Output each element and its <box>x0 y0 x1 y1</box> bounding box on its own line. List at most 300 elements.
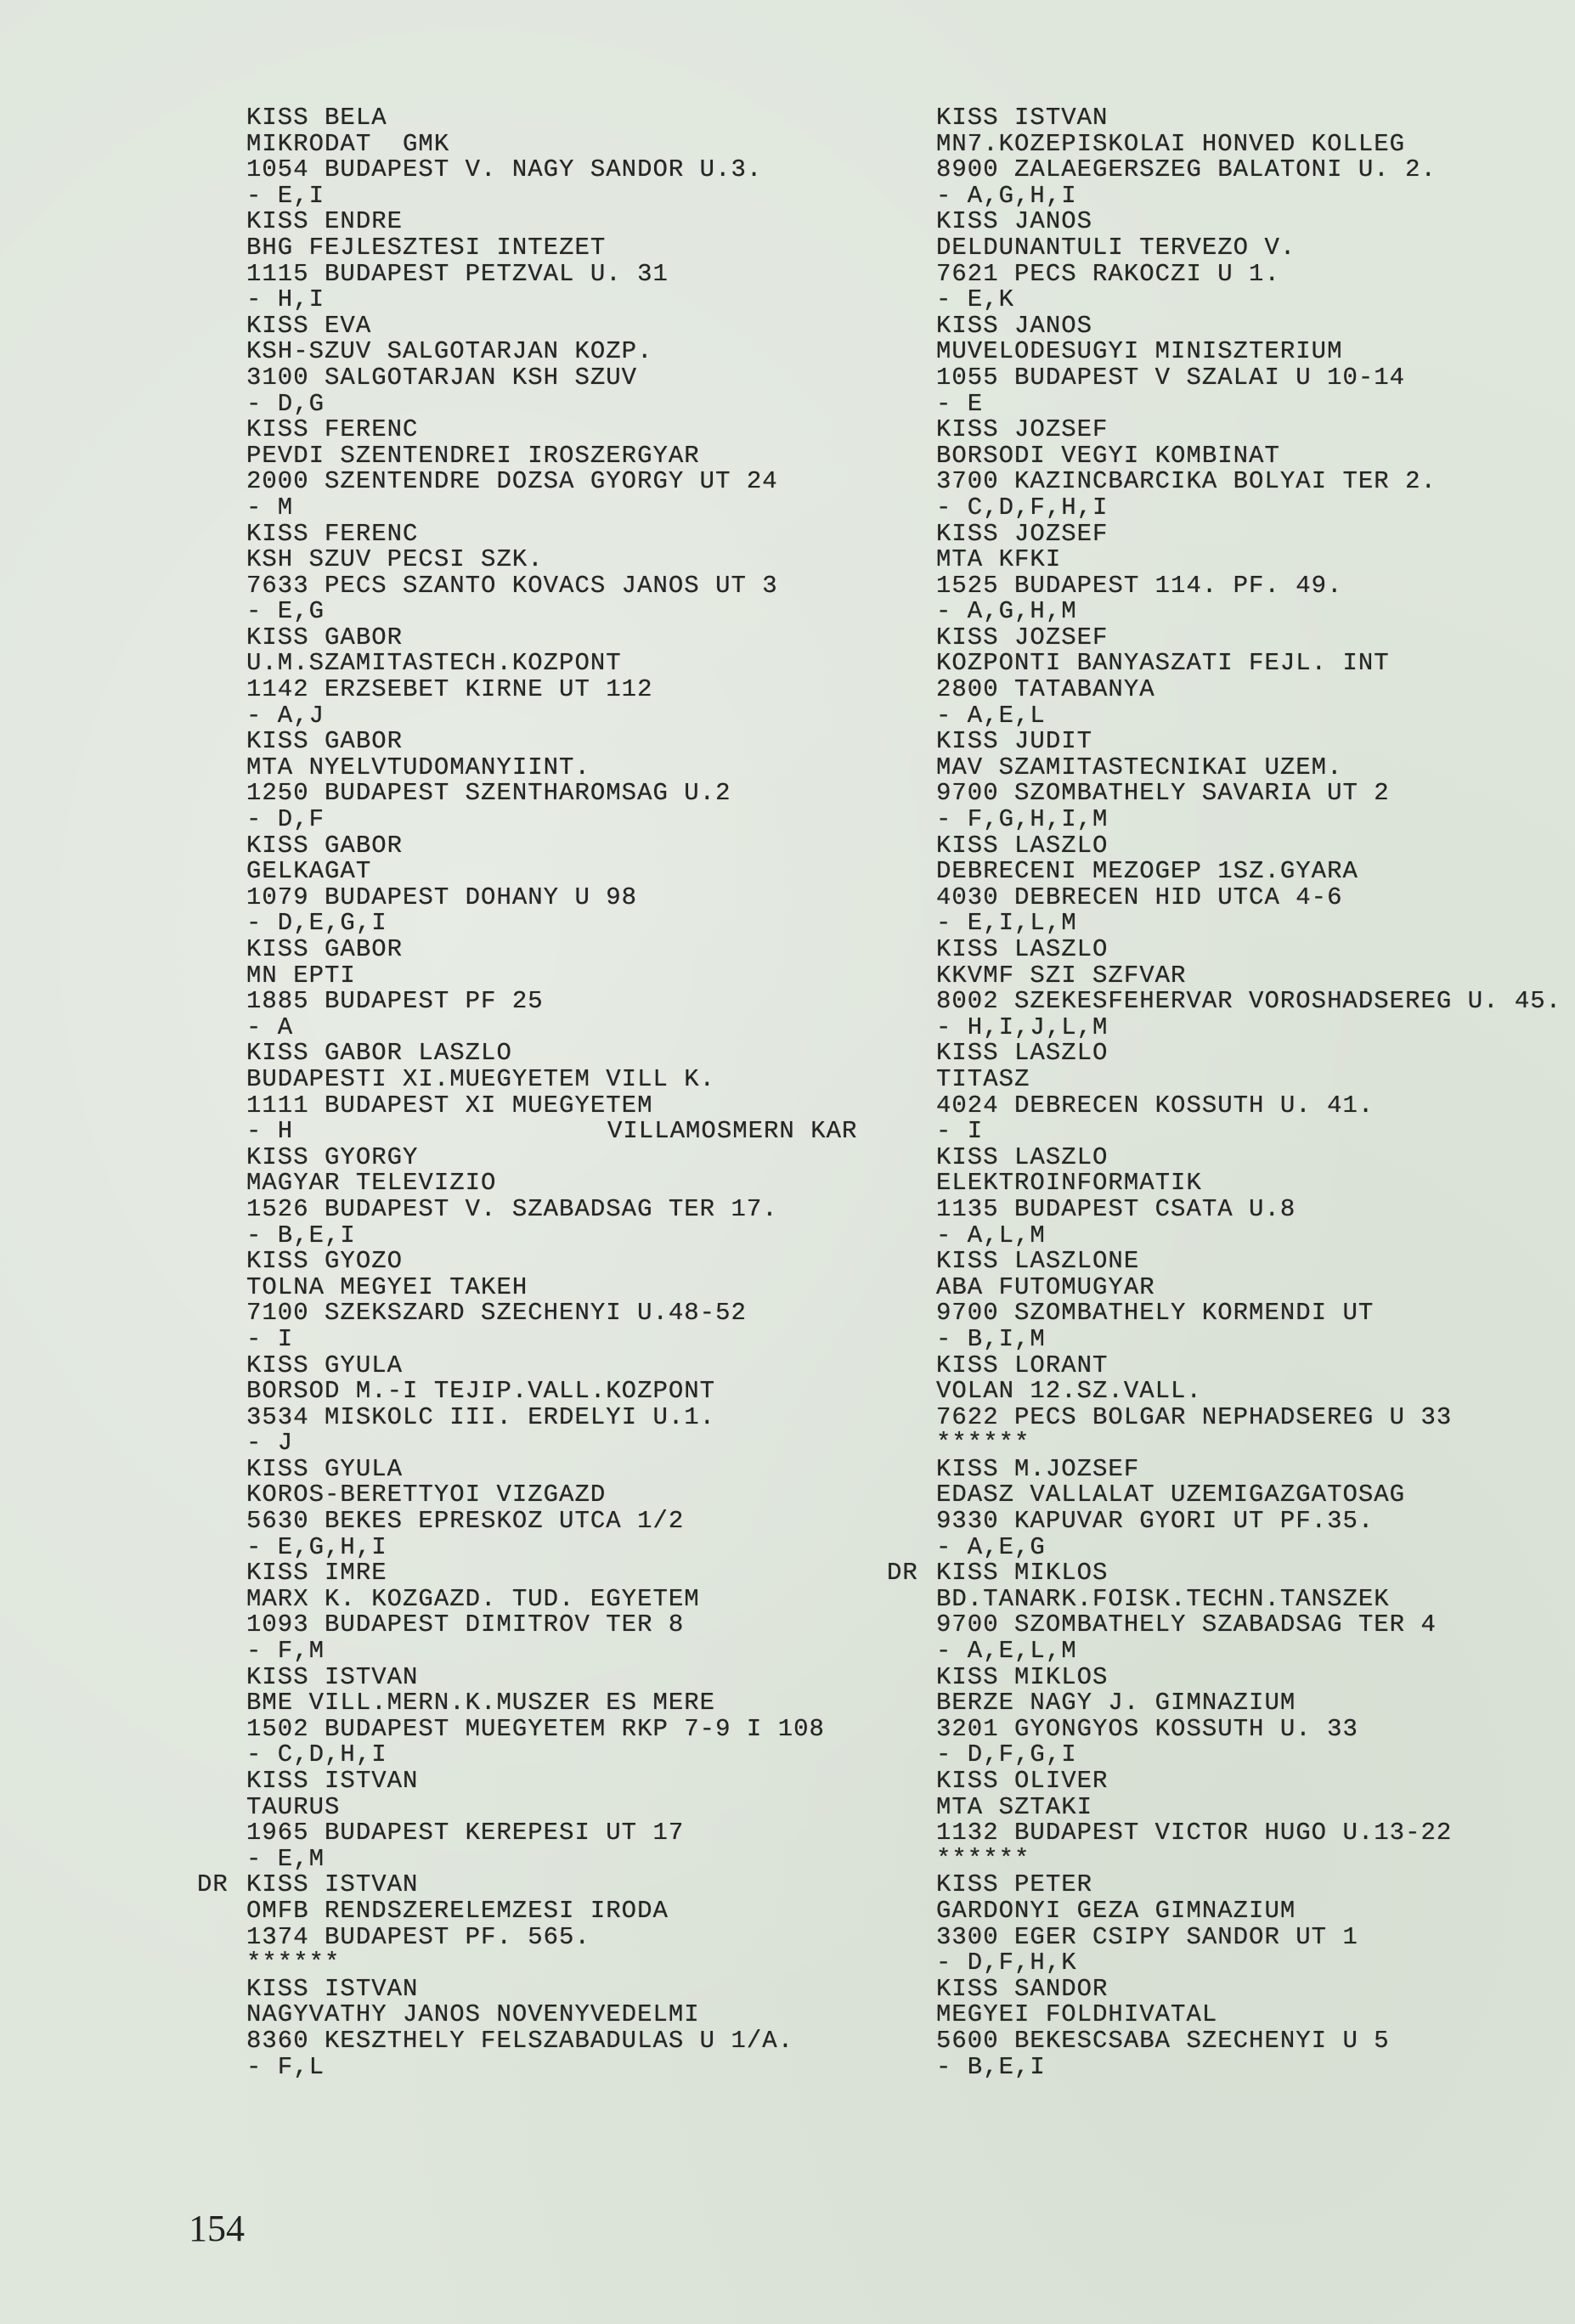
entry-organization-line <box>246 1064 825 1093</box>
entry-name-line <box>936 209 1561 235</box>
entry-tags: - D,F <box>246 805 325 834</box>
entry-tags-line <box>936 599 1561 625</box>
directory-entry <box>246 1454 825 1561</box>
entry-address-line <box>246 1714 825 1743</box>
entry-organization-line <box>246 1584 825 1613</box>
entry-address: 1115 BUDAPEST PETZVAL U. 31 <box>246 259 669 288</box>
entry-tags: - C,D,H,I <box>246 1740 387 1769</box>
entry-address-line <box>936 677 1561 703</box>
entry-name-line <box>887 1559 1561 1588</box>
entry-tags-line <box>246 1639 825 1665</box>
entry-name: KISS ISTVAN <box>246 1974 419 2003</box>
entry-name-line <box>246 1353 825 1379</box>
entry-organization: ABA FUTOMUGYAR <box>936 1272 1155 1301</box>
directory-entry <box>936 1768 1561 1872</box>
entry-address: 1965 BUDAPEST KEREPESI UT 17 <box>246 1819 685 1847</box>
entry-tags-line <box>246 911 825 937</box>
entry-organization: BME VILL.MERN.K.MUSZER ES MERE <box>246 1689 716 1718</box>
entry-name-line <box>246 833 825 860</box>
entry-organization-line <box>246 963 825 990</box>
directory-entry <box>246 1768 825 1872</box>
directory-entry <box>936 1041 1561 1144</box>
directory-entry <box>246 209 825 313</box>
directory-entry <box>887 1559 1561 1666</box>
entry-tags: - A,G,H,I <box>936 181 1077 210</box>
entry-name: KISS LORANT <box>936 1351 1109 1379</box>
entry-name-line <box>936 1974 1561 2003</box>
entry-organization: MTA SZTAKI <box>936 1792 1093 1821</box>
entry-tags: - A,E,L <box>936 701 1046 730</box>
entry-tags-line <box>936 183 1561 210</box>
entry-tags: - B,E,I <box>246 1221 356 1249</box>
entry-name: KISS PETER <box>936 1870 1093 1899</box>
entry-address: 1250 BUDAPEST SZENTHAROMSAG U.2 <box>246 779 731 808</box>
entry-address: 7633 PECS SZANTO KOVACS JANOS UT 3 <box>246 571 778 600</box>
entry-name: KISS ISTVAN <box>246 1662 419 1691</box>
directory-entry <box>246 1142 825 1249</box>
entry-address-line <box>246 1509 825 1535</box>
entry-address-line <box>246 1612 825 1639</box>
entry-name: KISS JOZSEF <box>936 623 1109 652</box>
directory-entry <box>246 1974 825 2081</box>
entry-address: 9700 SZOMBATHELY SAVARIA UT 2 <box>936 779 1390 808</box>
entry-organization: MAV SZAMITASTECNIKAI UZEM. <box>936 753 1343 781</box>
entry-address-line <box>936 1194 1561 1223</box>
entry-name: KISS JUDIT <box>936 727 1093 756</box>
entry-organization: MN EPTI <box>246 961 356 990</box>
entry-organization-line <box>246 2002 825 2028</box>
entry-name: KISS FERENC <box>246 415 419 444</box>
entry-name-line <box>936 1454 1561 1483</box>
entry-organization-line <box>936 235 1561 262</box>
entry-address-line <box>246 781 825 807</box>
entry-address-line <box>246 1922 825 1951</box>
entry-address-line <box>936 1300 1561 1327</box>
entry-address: 5600 BEKESCSABA SZECHENYI U 5 <box>936 2026 1390 2055</box>
entry-name: KISS JOZSEF <box>936 415 1109 444</box>
entry-name: KISS OLIVER <box>936 1767 1109 1795</box>
entry-name-line <box>936 519 1561 548</box>
entry-name-line <box>936 417 1561 443</box>
entry-tags-line <box>246 1742 825 1768</box>
entry-address-line <box>246 469 825 495</box>
entry-address: 1111 BUDAPEST XI MUEGYETEM <box>246 1091 653 1120</box>
entry-tags-line <box>936 1639 1561 1665</box>
entry-organization: TAURUS <box>246 1792 341 1821</box>
entry-organization-line <box>246 339 825 365</box>
page-number: 154 <box>189 2208 245 2249</box>
entry-name: KISS LASZLONE <box>936 1247 1140 1276</box>
entry-name: KISS JANOS <box>936 207 1093 236</box>
entry-organization: KSH SZUV PECSI SZK. <box>246 545 544 574</box>
entry-organization-line <box>936 1690 1561 1717</box>
directory-entry <box>936 1249 1561 1352</box>
entry-tags-line <box>246 1950 825 1977</box>
entry-tags-line <box>246 807 825 833</box>
entry-name-line <box>246 1974 825 2003</box>
entry-name-line <box>936 313 1561 340</box>
entry-address-line <box>246 259 825 288</box>
entry-organization-line <box>246 1379 825 1405</box>
entry-address: 7100 SZEKSZARD SZECHENYI U.48-52 <box>246 1299 747 1328</box>
entry-address-line <box>246 885 825 911</box>
entry-address: 8900 ZALAEGERSZEG BALATONI U. 2. <box>936 155 1437 184</box>
entry-tags: - D,G <box>246 389 325 418</box>
entry-tags: - E,G <box>246 597 325 626</box>
entry-name: KISS IMRE <box>246 1559 387 1588</box>
entry-name: KISS GABOR LASZLO <box>246 1039 512 1068</box>
entry-organization-line <box>936 1792 1561 1821</box>
entry-name: KISS SANDOR <box>936 1974 1109 2003</box>
entry-organization-line <box>936 1584 1561 1613</box>
entry-name: KISS LASZLO <box>936 935 1109 963</box>
entry-address: 9700 SZOMBATHELY KORMENDI UT <box>936 1299 1375 1328</box>
directory-entry <box>246 1249 825 1352</box>
entry-organization-line <box>936 1064 1561 1093</box>
entry-organization: OMFB RENDSZERELEMZESI IRODA <box>246 1896 669 1925</box>
entry-organization-line <box>936 963 1561 990</box>
entry-address: 3700 KAZINCBARCIKA BOLYAI TER 2. <box>936 467 1437 496</box>
entry-name: KISS GYULA <box>246 1351 404 1379</box>
entry-address: 1093 BUDAPEST DIMITROV TER 8 <box>246 1610 685 1639</box>
entry-address-line <box>246 677 825 703</box>
entry-tags: - H <box>246 1117 294 1146</box>
entry-name: KISS FERENC <box>246 519 419 548</box>
entry-name-line <box>936 937 1561 963</box>
entry-address-line <box>936 1714 1561 1743</box>
entry-address-line <box>246 157 825 183</box>
entry-address: 7622 PECS BOLGAR NEPHADSEREG U 33 <box>936 1402 1453 1431</box>
entry-organization: NAGYVATHY JANOS NOVENYVEDELMI <box>246 2000 700 2029</box>
entry-organization: MAGYAR TELEVIZIO <box>246 1169 497 1198</box>
entry-tags-line <box>936 1223 1561 1249</box>
entry-tags-line <box>936 1015 1561 1041</box>
entry-name: KISS LASZLO <box>936 831 1109 860</box>
entry-address-line <box>246 1093 825 1120</box>
entry-address: 3534 MISKOLC III. ERDELYI U.1. <box>246 1402 716 1431</box>
entry-tags-line <box>246 389 825 418</box>
entry-tags: ****** <box>936 1844 1030 1873</box>
entry-organization: MARX K. KOZGAZD. TUD. EGYETEM <box>246 1584 700 1613</box>
entry-name: KISS ENDRE <box>246 207 404 236</box>
entry-address-line <box>936 1612 1561 1639</box>
directory-entry <box>246 625 825 729</box>
entry-name-line <box>246 729 825 755</box>
entry-name-line <box>246 1454 825 1483</box>
entry-tags-line <box>246 1223 825 1249</box>
entry-tags-line <box>936 2052 1561 2081</box>
entry-name-line <box>246 1662 825 1691</box>
entry-address-line <box>246 1300 825 1327</box>
entry-tags: - C,D,F,H,I <box>936 493 1109 522</box>
directory-entry <box>936 417 1561 521</box>
entry-name: KISS JANOS <box>936 311 1093 340</box>
directory-entry <box>936 313 1561 417</box>
entry-organization: VOLAN 12.SZ.VALL. <box>936 1377 1202 1406</box>
entry-organization-line <box>936 1898 1561 1925</box>
entry-tags-line <box>246 1015 825 1041</box>
entry-name-line <box>936 1872 1561 1898</box>
entry-tags-line <box>246 1844 825 1873</box>
entry-tags-line <box>936 1119 1561 1145</box>
directory-entry <box>936 1662 1561 1769</box>
directory-entry <box>246 937 825 1041</box>
entry-organization: BORSOD M.-I TEJIP.VALL.KOZPONT <box>246 1377 716 1406</box>
entry-organization: KSH-SZUV SALGOTARJAN KOZP. <box>246 337 653 366</box>
entry-address-line <box>936 1509 1561 1535</box>
entry-address-line <box>936 1820 1561 1847</box>
entry-title-prefix: DR <box>887 1559 918 1588</box>
entry-address-line <box>936 365 1561 392</box>
entry-tags: - E,I,L,M <box>936 909 1077 938</box>
entry-tags-line <box>936 495 1561 522</box>
entry-name: KISS GABOR <box>246 831 404 860</box>
entry-organization-line <box>246 1482 825 1509</box>
entry-organization-line <box>246 129 825 158</box>
entry-tags-line <box>936 911 1561 937</box>
directory-entry <box>246 729 825 832</box>
entry-organization: KKVMF SZI SZFVAR <box>936 961 1187 990</box>
entry-name: KISS GABOR <box>246 623 404 652</box>
entry-tags-line <box>246 495 825 522</box>
entry-address: 7621 PECS RAKOCZI U 1. <box>936 259 1280 288</box>
directory-entry <box>936 625 1561 729</box>
entry-organization-line <box>936 547 1561 573</box>
entry-name-line <box>246 1768 825 1795</box>
entry-tags: - I <box>936 1117 984 1146</box>
entry-address: 5630 BEKES EPRESKOZ UTCA 1/2 <box>246 1507 685 1536</box>
entry-name-line <box>936 833 1561 860</box>
entry-address: 8002 SZEKESFEHERVAR VOROSHADSEREG U. 45. <box>936 987 1562 1016</box>
directory-entry <box>246 519 825 626</box>
entry-address-line <box>246 2028 825 2055</box>
directory-entry <box>936 1142 1561 1249</box>
entry-address: 1132 BUDAPEST VICTOR HUGO U.13-22 <box>936 1819 1453 1847</box>
entry-address-line <box>936 2028 1561 2055</box>
directory-entry <box>936 833 1561 937</box>
entry-tags: - D,F,H,K <box>936 1949 1077 1977</box>
directory-entry <box>197 1870 825 1977</box>
entry-organization: GELKAGAT <box>246 857 372 886</box>
entry-name-line <box>936 1353 1561 1379</box>
directory-entry <box>936 1454 1561 1561</box>
entry-address: 1502 BUDAPEST MUEGYETEM RKP 7-9 I 108 <box>246 1714 825 1743</box>
entry-tags-line <box>936 389 1561 418</box>
entry-organization: KOZPONTI BANYASZATI FEJL. INT <box>936 649 1390 678</box>
entry-tags: - A,J <box>246 701 325 730</box>
entry-name: KISS MIKLOS <box>936 1559 1109 1588</box>
entry-organization-line <box>246 443 825 470</box>
entry-address-line <box>936 1922 1561 1951</box>
entry-organization-line <box>936 1379 1561 1405</box>
entry-name-line <box>197 1870 825 1899</box>
entry-tags: - A,E,G <box>936 1532 1046 1561</box>
entry-tags-line <box>936 1430 1561 1457</box>
entry-name-line <box>936 625 1561 652</box>
entry-name-line <box>246 519 825 548</box>
entry-tags: - E <box>936 389 984 418</box>
entry-address-line <box>936 781 1561 807</box>
entry-organization-line <box>246 1272 825 1301</box>
entry-organization: MTA KFKI <box>936 545 1062 574</box>
entry-address: 1885 BUDAPEST PF 25 <box>246 987 544 1016</box>
directory-entry <box>936 519 1561 626</box>
entry-address-line <box>936 469 1561 495</box>
entry-organization-line <box>936 1170 1561 1197</box>
entry-organization: PEVDI SZENTENDREI IROSZERGYAR <box>246 441 700 470</box>
entry-organization-line <box>246 1690 825 1717</box>
entry-address-line <box>246 573 825 600</box>
entry-tags: - H,I,J,L,M <box>936 1013 1109 1041</box>
entry-organization-line <box>936 1482 1561 1509</box>
entry-organization-line <box>246 1792 825 1821</box>
entry-name-line <box>246 1142 825 1171</box>
entry-organization: GARDONYI GEZA GIMNAZIUM <box>936 1896 1296 1925</box>
entry-name: KISS GABOR <box>246 727 404 756</box>
entry-address: 1525 BUDAPEST 114. PF. 49. <box>936 571 1343 600</box>
entry-organization: KOROS-BERETTYOI VIZGAZD <box>246 1481 607 1509</box>
entry-address-line <box>936 1093 1561 1120</box>
entry-address-line <box>246 989 825 1015</box>
entry-tags-line <box>936 1532 1561 1561</box>
entry-name-line <box>246 937 825 963</box>
entry-address: 1054 BUDAPEST V. NAGY SANDOR U.3. <box>246 155 763 184</box>
entry-address: 1135 BUDAPEST CSATA U.8 <box>936 1194 1296 1223</box>
entry-name: KISS ISTVAN <box>246 1870 419 1899</box>
entry-organization: BORSODI VEGYI KOMBINAT <box>936 441 1280 470</box>
entry-tags: ****** <box>246 1949 341 1977</box>
entry-tags: - I <box>246 1324 294 1353</box>
entry-tags: - E,K <box>936 285 1015 314</box>
directory-entry <box>246 1353 825 1457</box>
entry-address-line <box>246 1402 825 1431</box>
directory-entry <box>246 833 825 937</box>
entry-organization: MIKRODAT GMK <box>246 129 450 158</box>
entry-address: 3100 SALGOTARJAN KSH SZUV <box>246 363 638 392</box>
entry-name: KISS GYOZO <box>246 1247 404 1276</box>
entry-tags-line <box>936 1742 1561 1768</box>
entry-address: 1142 ERZSEBET KIRNE UT 112 <box>246 675 653 704</box>
entry-name: KISS ISTVAN <box>936 104 1109 132</box>
entry-address-line <box>246 365 825 392</box>
entry-tags-line <box>246 287 825 313</box>
entry-address-line <box>936 989 1561 1015</box>
entry-name: KISS GYULA <box>246 1454 404 1483</box>
entry-tags: - B,I,M <box>936 1324 1046 1353</box>
entry-tags: - D,E,G,I <box>246 909 387 938</box>
entry-name: KISS LASZLO <box>936 1142 1109 1171</box>
entry-organization-line <box>936 443 1561 470</box>
entry-address: 4030 DEBRECEN HID UTCA 4-6 <box>936 883 1343 911</box>
entry-organization-line <box>246 1898 825 1925</box>
entry-tags-line <box>246 2052 825 2081</box>
entry-tags-line <box>246 1117 858 1146</box>
entry-tags-line <box>246 183 825 210</box>
entry-organization-line <box>936 1272 1561 1301</box>
entry-tags-line <box>246 1324 825 1353</box>
entry-organization-line <box>246 1170 825 1197</box>
entry-organization-line <box>936 755 1561 781</box>
entry-organization-line <box>246 547 825 573</box>
entry-organization: DELDUNANTULI TERVEZO V. <box>936 233 1296 262</box>
directory-entry <box>246 417 825 521</box>
entry-name-line <box>246 1041 825 1067</box>
entry-name-line <box>246 105 825 132</box>
entry-name: KISS EVA <box>246 311 372 340</box>
entry-address: 8360 KESZTHELY FELSZABADULAS U 1/A. <box>246 2026 794 2055</box>
entry-name-line <box>246 313 825 340</box>
entry-name-line <box>936 1041 1561 1067</box>
entry-organization: ELEKTROINFORMATIK <box>936 1169 1202 1198</box>
entry-tags: - F,G,H,I,M <box>936 805 1109 834</box>
entry-organization: EDASZ VALLALAT UZEMIGAZGATOSAG <box>936 1481 1406 1509</box>
entry-tags: - J <box>246 1429 294 1458</box>
entry-organization: BERZE NAGY J. GIMNAZIUM <box>936 1689 1296 1718</box>
entry-address: 3201 GYONGYOS KOSSUTH U. 33 <box>936 1714 1358 1743</box>
entry-address-line <box>936 1402 1561 1431</box>
entry-address: 1374 BUDAPEST PF. 565. <box>246 1922 590 1951</box>
entry-organization: MUVELODESUGYI MINISZTERIUM <box>936 337 1343 366</box>
entry-name: KISS MIKLOS <box>936 1662 1109 1691</box>
entry-name-line <box>246 417 825 443</box>
directory-entry <box>246 105 825 209</box>
entry-tags: - A,E,L,M <box>936 1637 1077 1666</box>
entry-tags-line <box>936 807 1561 833</box>
entry-address-line <box>936 259 1561 288</box>
entry-tags-line <box>246 599 825 625</box>
entry-address-line <box>936 573 1561 600</box>
directory-entry <box>246 1560 825 1664</box>
entry-name: KISS ISTVAN <box>246 1767 419 1795</box>
directory-column-left <box>197 104 858 2081</box>
directory-entry <box>936 1872 1561 1976</box>
entry-name: KISS GYORGY <box>246 1142 419 1171</box>
directory-entry <box>936 209 1561 313</box>
entry-tags-line <box>936 1324 1561 1353</box>
entry-tags: - B,E,I <box>936 2052 1046 2081</box>
entry-address: 9330 KAPUVAR GYORI UT PF.35. <box>936 1507 1375 1536</box>
entry-tags-line <box>936 1844 1561 1873</box>
entry-tags: - H,I <box>246 285 325 314</box>
entry-organization: TOLNA MEGYEI TAKEH <box>246 1272 528 1301</box>
directory-entry <box>936 937 1561 1041</box>
entry-address: 2800 TATABANYA <box>936 675 1155 704</box>
entry-address: 1526 BUDAPEST V. SZABADSAG TER 17. <box>246 1194 778 1223</box>
entry-name-line <box>246 209 825 235</box>
entry-organization-line <box>246 859 825 885</box>
entry-tags-line <box>936 1950 1561 1977</box>
directory-entry <box>936 729 1561 832</box>
entry-address: 4024 DEBRECEN KOSSUTH U. 41. <box>936 1091 1375 1120</box>
entry-name-line <box>246 1560 825 1587</box>
entry-organization-line <box>936 339 1561 365</box>
directory-entry <box>936 105 1561 209</box>
entry-tags: - A,L,M <box>936 1221 1046 1249</box>
entry-name-line <box>936 1249 1561 1275</box>
entry-tags-line <box>246 1430 825 1457</box>
entry-organization: DEBRECENI MEZOGEP 1SZ.GYARA <box>936 857 1358 886</box>
directory-entry <box>936 1974 1561 2081</box>
entry-organization-line <box>246 755 825 781</box>
entry-organization: BUDAPESTI XI.MUEGYETEM VILL K. <box>246 1064 716 1093</box>
entry-address: 3300 EGER CSIPY SANDOR UT 1 <box>936 1922 1358 1951</box>
entry-organization: MTA NYELVTUDOMANYIINT. <box>246 753 590 781</box>
entry-tags: - M <box>246 493 294 522</box>
entry-organization-line <box>936 2002 1561 2028</box>
entry-tags: - A <box>246 1013 294 1041</box>
entry-address: 2000 SZENTENDRE DOZSA GYORGY UT 24 <box>246 467 778 496</box>
entry-name: KISS BELA <box>246 104 387 132</box>
